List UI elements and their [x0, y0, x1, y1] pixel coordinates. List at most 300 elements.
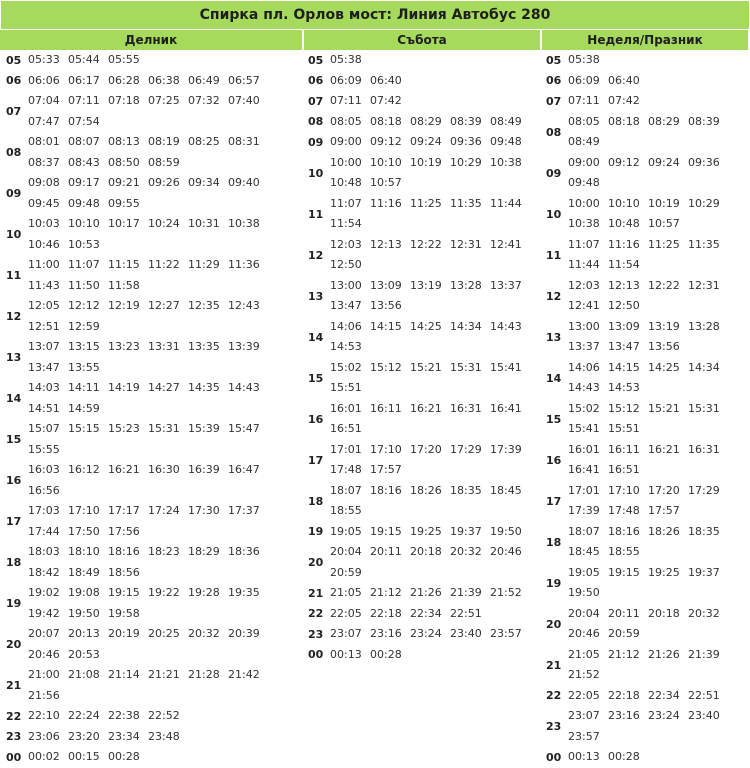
departure-times [330, 583, 530, 604]
hour-row [302, 112, 540, 133]
departure-time: 21:14 [108, 668, 140, 681]
departure-time: 07:25 [148, 94, 180, 107]
departure-time: 15:12 [608, 401, 640, 415]
hour-label: 15 [308, 371, 324, 385]
hour-row [540, 706, 748, 747]
departure-time: 12:12 [68, 299, 100, 312]
departure-time: 20:46 [490, 545, 522, 558]
hour-label: 18 [546, 535, 562, 549]
hour-label: 00 [546, 750, 562, 764]
departure-time: 10:03 [28, 217, 60, 230]
hour-row [0, 460, 302, 501]
departure-time: 23:16 [370, 627, 402, 640]
departure-time: 08:19 [148, 135, 180, 148]
hour-label: 20 [308, 556, 324, 569]
departure-times [568, 747, 728, 768]
departure-time: 16:51 [330, 422, 362, 435]
departure-time: 13:47 [608, 340, 640, 353]
departure-time: 16:21 [108, 463, 140, 476]
departure-time: 20:32 [450, 545, 482, 558]
departure-time: 10:00 [330, 155, 362, 169]
departure-time: 15:47 [228, 422, 260, 435]
departure-time: 18:26 [648, 524, 680, 538]
departure-time: 16:01 [330, 401, 362, 415]
departure-time: 09:48 [490, 135, 522, 148]
hour-label: 06 [308, 74, 324, 88]
departure-time: 13:09 [608, 319, 640, 333]
hour-row [302, 522, 540, 543]
departure-time: 21:00 [28, 668, 60, 681]
departure-times [28, 460, 268, 501]
hour-label: 05 [546, 53, 562, 67]
departure-times [568, 276, 728, 317]
departure-time: 14:43 [568, 381, 600, 394]
hour-row [540, 112, 748, 153]
departure-time: 09:40 [228, 176, 260, 189]
hour-row [540, 276, 748, 317]
departure-time: 16:47 [228, 463, 260, 476]
departure-time: 12:13 [608, 278, 640, 292]
hour-label: 22 [6, 709, 22, 723]
departure-time: 15:31 [148, 422, 180, 435]
departure-time: 22:38 [108, 709, 140, 722]
departure-time: 09:34 [188, 176, 220, 189]
departure-time: 12:59 [68, 319, 100, 333]
hour-label: 06 [6, 74, 22, 88]
departure-time: 10:00 [568, 196, 600, 210]
departure-times [330, 276, 530, 317]
departure-time: 15:31 [688, 401, 720, 415]
departure-time: 21:52 [568, 668, 600, 681]
departure-time: 08:25 [188, 135, 220, 148]
departure-time: 20:18 [410, 545, 442, 558]
departure-time: 06:28 [108, 73, 140, 87]
departure-times [28, 665, 268, 706]
hour-label: 13 [546, 330, 562, 344]
hour-row [540, 686, 748, 707]
hour-row [0, 747, 302, 768]
departure-times [568, 194, 728, 235]
departure-time: 09:36 [450, 135, 482, 148]
departure-time: 13:28 [450, 278, 482, 292]
departure-time: 20:18 [648, 606, 680, 620]
departure-time: 09:08 [28, 176, 60, 189]
hour-row [540, 358, 748, 399]
departure-time: 12:27 [148, 299, 180, 312]
departure-time: 09:17 [68, 176, 100, 189]
hour-row [302, 71, 540, 92]
hour-label: 15 [546, 412, 562, 426]
hour-label: 09 [546, 166, 562, 180]
hour-label: 19 [308, 525, 324, 539]
hour-row [302, 153, 540, 194]
departure-time: 13:47 [330, 299, 362, 312]
departure-time: 08:50 [108, 155, 140, 169]
departure-time: 21:42 [228, 668, 260, 681]
departure-time: 00:28 [608, 750, 640, 763]
departure-time: 14:11 [68, 381, 100, 394]
departure-time: 17:29 [688, 483, 720, 497]
departure-time: 14:53 [330, 340, 362, 353]
departure-time: 07:11 [330, 94, 362, 107]
hour-row [0, 665, 302, 706]
departure-times [568, 50, 728, 71]
departure-time: 14:06 [330, 319, 362, 333]
departure-time: 22:51 [688, 688, 720, 702]
departure-time: 18:36 [228, 545, 260, 558]
departure-time: 06:49 [188, 73, 220, 87]
departure-time: 19:50 [490, 524, 522, 538]
departure-time: 19:22 [148, 586, 180, 599]
hour-row [540, 194, 748, 235]
departure-time: 08:59 [148, 155, 180, 169]
departure-time: 23:40 [688, 709, 720, 722]
departure-time: 11:29 [188, 258, 220, 271]
hour-label: 09 [6, 187, 22, 200]
hour-label: 07 [308, 94, 324, 108]
departure-time: 14:15 [370, 319, 402, 333]
departure-time: 08:01 [28, 135, 60, 148]
departure-time: 13:23 [108, 340, 140, 353]
departure-times [28, 419, 268, 460]
departure-time: 18:26 [410, 483, 442, 497]
departure-time: 09:24 [410, 135, 442, 148]
hour-row [0, 71, 302, 92]
hour-label: 08 [308, 115, 324, 129]
departure-times [28, 173, 268, 214]
departure-times [568, 71, 728, 92]
departure-time: 15:39 [188, 422, 220, 435]
departure-time: 18:56 [108, 565, 140, 579]
departure-time: 20:32 [688, 606, 720, 620]
departure-time: 14:43 [228, 381, 260, 394]
departure-time: 14:34 [450, 319, 482, 333]
hour-row [0, 378, 302, 419]
hour-row [302, 276, 540, 317]
departure-time: 22:24 [68, 709, 100, 722]
departure-time: 19:25 [410, 524, 442, 538]
departure-time: 16:30 [148, 463, 180, 476]
schedule-saturday [302, 50, 540, 665]
departure-times [568, 686, 728, 707]
departure-time: 20:59 [608, 627, 640, 640]
departure-time: 07:42 [608, 94, 640, 107]
hour-row [540, 440, 748, 481]
departure-time: 16:11 [370, 401, 402, 415]
hour-label: 06 [546, 74, 562, 88]
departure-time: 08:49 [568, 135, 600, 148]
departure-time: 21:52 [490, 586, 522, 599]
departure-times [28, 706, 268, 727]
hour-label: 20 [546, 617, 562, 631]
departure-time: 12:50 [608, 299, 640, 312]
departure-time: 14:19 [108, 381, 140, 394]
departure-time: 09:48 [568, 176, 600, 189]
departure-time: 17:44 [28, 524, 60, 538]
hour-label: 23 [546, 720, 562, 733]
departure-time: 13:55 [68, 360, 100, 374]
departure-times [330, 71, 530, 92]
departure-time: 15:21 [648, 401, 680, 415]
departure-time: 06:06 [28, 73, 60, 87]
hour-label: 10 [308, 166, 324, 180]
departure-time: 23:16 [608, 709, 640, 722]
departure-time: 18:16 [370, 483, 402, 497]
departure-time: 17:29 [450, 442, 482, 456]
departure-time: 19:15 [108, 586, 140, 599]
departure-times [568, 235, 728, 276]
departure-time: 15:41 [490, 360, 522, 374]
departure-time: 22:34 [648, 688, 680, 702]
column-heading-weekday: Делник [0, 29, 302, 50]
departure-time: 23:07 [568, 709, 600, 722]
departure-time: 12:31 [450, 237, 482, 251]
departure-times [568, 399, 728, 440]
hour-row [540, 399, 748, 440]
departure-time: 12:35 [188, 299, 220, 312]
hour-label: 11 [546, 248, 562, 262]
hour-label: 14 [308, 330, 324, 344]
column-sunday-holiday [540, 29, 748, 768]
hour-label: 17 [308, 453, 324, 467]
departure-time: 06:09 [330, 73, 362, 87]
hour-row [0, 501, 302, 542]
departure-time: 10:53 [68, 237, 100, 251]
departure-time: 11:54 [608, 258, 640, 271]
departure-time: 10:38 [568, 217, 600, 230]
departure-time: 11:54 [330, 217, 362, 230]
departure-time: 12:13 [370, 237, 402, 251]
departure-time: 10:17 [108, 217, 140, 230]
hour-row [0, 624, 302, 665]
departure-time: 17:03 [28, 504, 60, 517]
schedule-weekday [0, 50, 302, 768]
departure-time: 21:26 [648, 647, 680, 661]
hour-label: 23 [308, 627, 324, 641]
departure-time: 10:24 [148, 217, 180, 230]
departure-time: 20:07 [28, 627, 60, 640]
departure-time: 16:41 [490, 401, 522, 415]
departure-time: 10:38 [490, 155, 522, 169]
departure-time: 21:39 [450, 586, 482, 599]
hour-label: 22 [308, 607, 324, 621]
hour-label: 00 [6, 750, 22, 764]
departure-time: 18:23 [148, 545, 180, 558]
departure-time: 21:28 [188, 668, 220, 681]
hour-label: 14 [546, 371, 562, 385]
departure-time: 08:05 [568, 114, 600, 128]
departure-time: 21:08 [68, 668, 100, 681]
departure-time: 09:45 [28, 196, 60, 210]
departure-time: 14:27 [148, 381, 180, 394]
hour-row [540, 563, 748, 604]
departure-time: 08:18 [370, 114, 402, 128]
departure-time: 17:56 [108, 524, 140, 538]
hour-label: 21 [546, 658, 562, 672]
departure-times [568, 317, 728, 358]
departure-time: 20:13 [68, 627, 100, 640]
column-saturday [302, 29, 540, 768]
hour-row [302, 132, 540, 153]
departure-times [330, 522, 530, 543]
departure-time: 06:38 [148, 73, 180, 87]
hour-label: 10 [6, 228, 22, 241]
departure-time: 11:35 [450, 196, 482, 210]
departure-time: 17:39 [568, 504, 600, 517]
column-heading-sunday-holiday: Неделя/Празник [540, 29, 748, 50]
departure-time: 23:07 [330, 627, 362, 640]
departure-time: 18:07 [568, 524, 600, 538]
departure-time: 08:29 [648, 114, 680, 128]
departure-time: 00:13 [568, 750, 600, 763]
departure-time: 12:31 [688, 278, 720, 292]
departure-time: 15:07 [28, 422, 60, 435]
departure-times [568, 563, 728, 604]
departure-time: 00:28 [108, 750, 140, 763]
hour-row [0, 214, 302, 255]
departure-times [330, 317, 530, 358]
departure-time: 17:20 [648, 483, 680, 497]
departure-time: 09:48 [68, 196, 100, 210]
departure-time: 17:39 [490, 442, 522, 456]
departure-time: 13:37 [490, 278, 522, 292]
departure-time: 22:05 [568, 688, 600, 702]
departure-time: 17:57 [648, 504, 680, 517]
departure-time: 08:39 [450, 114, 482, 128]
departure-time: 08:18 [608, 114, 640, 128]
departure-times [568, 91, 728, 112]
departure-time: 23:57 [568, 729, 600, 743]
departure-time: 13:19 [410, 278, 442, 292]
departure-time: 14:59 [68, 401, 100, 415]
departure-time: 17:10 [608, 483, 640, 497]
departure-times [330, 440, 530, 481]
departure-time: 15:23 [108, 422, 140, 435]
departure-times [330, 235, 530, 276]
departure-time: 18:03 [28, 545, 60, 558]
departure-time: 10:48 [330, 176, 362, 189]
departure-time: 11:22 [148, 258, 180, 271]
departure-time: 07:40 [228, 94, 260, 107]
hour-row [0, 727, 302, 748]
departure-time: 08:07 [68, 135, 100, 148]
departure-time: 18:16 [608, 524, 640, 538]
departure-time: 14:06 [568, 360, 600, 374]
departure-time: 17:48 [330, 463, 362, 476]
departure-time: 13:47 [28, 360, 60, 374]
departure-time: 07:47 [28, 114, 60, 128]
departure-time: 23:24 [648, 709, 680, 722]
departure-time: 16:41 [568, 463, 600, 476]
hour-label: 05 [6, 53, 22, 67]
departure-time: 10:29 [688, 196, 720, 210]
departure-time: 10:19 [410, 155, 442, 169]
hour-row [302, 542, 540, 583]
departure-time: 17:57 [370, 463, 402, 476]
hour-row [540, 71, 748, 92]
departure-time: 23:24 [410, 627, 442, 640]
departure-time: 11:58 [108, 278, 140, 292]
departure-times [568, 481, 728, 522]
hour-label: 07 [6, 105, 22, 118]
departure-time: 18:07 [330, 483, 362, 497]
departure-time: 17:10 [370, 442, 402, 456]
departure-times [330, 399, 530, 440]
departure-time: 19:02 [28, 586, 60, 599]
departure-time: 14:15 [608, 360, 640, 374]
departure-time: 22:05 [330, 606, 362, 620]
hour-label: 18 [6, 556, 22, 569]
departure-time: 16:03 [28, 463, 60, 476]
departure-time: 16:01 [568, 442, 600, 456]
departure-time: 19:42 [28, 606, 60, 620]
departure-time: 13:00 [330, 278, 362, 292]
hour-row [302, 317, 540, 358]
hour-label: 11 [6, 269, 22, 282]
departure-time: 22:52 [148, 709, 180, 722]
departure-times [28, 255, 268, 296]
departure-time: 18:10 [68, 545, 100, 558]
departure-time: 13:39 [228, 340, 260, 353]
departure-time: 12:51 [28, 319, 60, 333]
departure-time: 00:02 [28, 750, 60, 763]
departure-time: 07:18 [108, 94, 140, 107]
departure-time: 13:19 [648, 319, 680, 333]
departure-time: 07:42 [370, 94, 402, 107]
departure-time: 18:45 [490, 483, 522, 497]
hour-label: 07 [546, 94, 562, 108]
departure-time: 16:31 [450, 401, 482, 415]
departure-time: 11:07 [68, 258, 100, 271]
departure-time: 16:21 [410, 401, 442, 415]
departure-time: 17:10 [68, 504, 100, 517]
hour-row [540, 645, 748, 686]
departure-times [330, 91, 530, 112]
departure-time: 06:17 [68, 73, 100, 87]
departure-time: 19:15 [370, 524, 402, 538]
departure-times [330, 542, 530, 583]
departure-time: 09:24 [648, 155, 680, 169]
hour-row [302, 358, 540, 399]
hour-row [0, 132, 302, 173]
departure-time: 12:41 [490, 237, 522, 251]
departure-times [28, 583, 268, 624]
departure-time: 19:08 [68, 586, 100, 599]
departure-times [28, 501, 268, 542]
departure-time: 10:10 [68, 217, 100, 230]
departure-time: 13:37 [568, 340, 600, 353]
departure-time: 08:29 [410, 114, 442, 128]
departure-time: 22:10 [28, 709, 60, 722]
departure-time: 23:34 [108, 729, 140, 743]
hour-row [540, 604, 748, 645]
hour-label: 13 [308, 289, 324, 303]
hour-row [0, 706, 302, 727]
departure-time: 18:29 [188, 545, 220, 558]
departure-time: 19:25 [648, 565, 680, 579]
departure-time: 11:15 [108, 258, 140, 271]
departure-time: 17:01 [568, 483, 600, 497]
departure-times [28, 71, 268, 92]
departure-time: 05:55 [108, 53, 140, 66]
departure-time: 10:57 [370, 176, 402, 189]
departure-time: 15:51 [330, 381, 362, 394]
departure-time: 06:57 [228, 73, 260, 87]
departure-time: 06:40 [370, 73, 402, 87]
departure-time: 13:31 [148, 340, 180, 353]
departure-time: 12:19 [108, 299, 140, 312]
hour-row [302, 50, 540, 71]
